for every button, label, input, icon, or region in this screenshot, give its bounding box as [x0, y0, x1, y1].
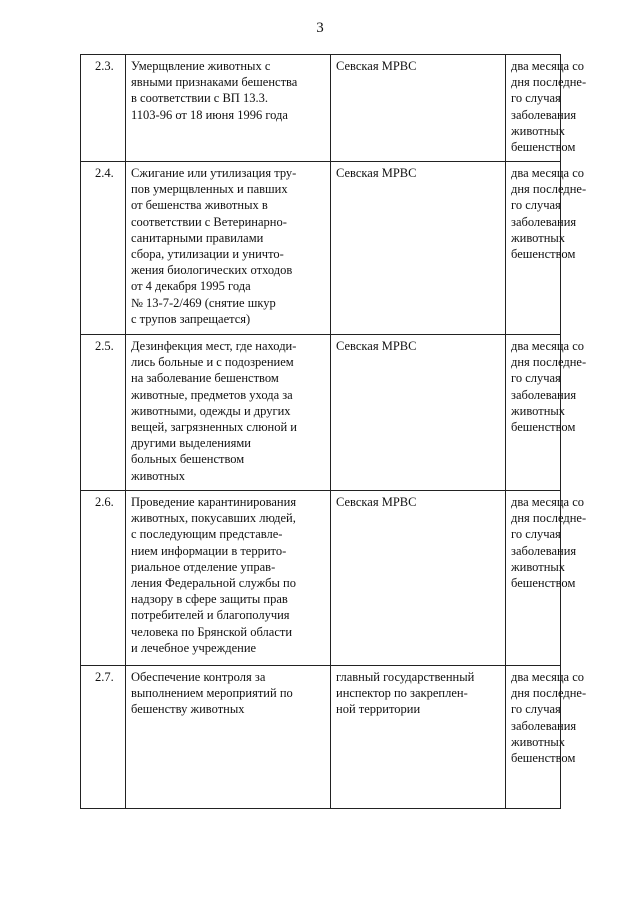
table-row [81, 335, 561, 491]
text-line: животными, одежды и других [131, 403, 291, 418]
text-line: сбора, утилизации и уничто- [131, 247, 284, 262]
measure-cell-text [131, 165, 326, 327]
text-line: соответствии с Ветеринарно- [131, 214, 287, 229]
text-line: от 4 декабря 1995 года [131, 279, 251, 294]
text-line: бешенством [511, 140, 576, 155]
text-line: дня последне- [511, 355, 587, 370]
table-body [81, 55, 587, 809]
text-line: животных [511, 123, 566, 138]
text-line: Проведение карантинирования [131, 495, 297, 509]
text-line: Севская МРВС [336, 495, 417, 509]
text-line: го случая [511, 702, 561, 717]
text-line: два месяца со [511, 670, 584, 684]
text-line: 1103-96 от 18 июня 1996 года [131, 107, 288, 122]
text-line: № 13-7-2/469 (снятие шкур [131, 295, 276, 310]
text-line: Умерщвление животных с [131, 59, 271, 73]
term-cell [506, 666, 587, 809]
executor-cell [331, 162, 506, 335]
text-line: надзору в сфере защиты прав [131, 592, 288, 607]
executor-cell-text [336, 494, 501, 510]
text-line: два месяца со [511, 166, 584, 180]
measure-cell [126, 335, 331, 491]
executor-cell [331, 491, 506, 666]
text-line: инспектор по закреплен- [336, 686, 468, 701]
row-number: 2.5. [81, 335, 126, 491]
text-line: Дезинфекция мест, где находи- [131, 339, 297, 353]
executor-cell-text [336, 338, 501, 354]
text-line: главный государственный [336, 670, 475, 684]
text-line: ления Федеральной службы по [131, 576, 296, 591]
executor-cell-text [336, 58, 501, 74]
measure-cell-text [131, 58, 326, 123]
text-line: два месяца со [511, 339, 584, 353]
text-line: заболевания [511, 214, 577, 229]
text-line: нием информации в террито- [131, 543, 287, 558]
text-line: Сжигание или утилизация тру- [131, 166, 297, 180]
term-cell-text [511, 669, 587, 766]
text-line: Севская МРВС [336, 166, 417, 180]
measure-cell [126, 162, 331, 335]
text-line: Обеспечение контроля за [131, 670, 266, 684]
measure-cell [126, 491, 331, 666]
text-line: человека по Брянской области [131, 624, 293, 639]
table-row [81, 162, 561, 335]
text-line: пов умерщвленных и павших [131, 182, 288, 197]
text-line: с трупов запрещается) [131, 311, 251, 326]
text-line: санитарными правилами [131, 230, 264, 245]
text-line: животных [511, 559, 566, 574]
text-line: бешенству животных [131, 702, 245, 717]
text-line: ной территории [336, 702, 421, 717]
measure-cell [126, 55, 331, 162]
term-cell [506, 55, 587, 162]
text-line: жения биологических отходов [131, 263, 293, 278]
text-line: в соответствии с ВП 13.3. [131, 91, 268, 106]
measure-cell-text [131, 669, 326, 718]
text-line: дня последне- [511, 182, 587, 197]
executor-cell [331, 55, 506, 162]
row-number: 2.6. [81, 491, 126, 666]
term-cell [506, 491, 587, 666]
executor-cell [331, 666, 506, 809]
text-line: бешенством [511, 420, 576, 435]
executor-cell [331, 335, 506, 491]
text-line: заболевания [511, 718, 577, 733]
text-line: на заболевание бешенством [131, 371, 279, 386]
text-line: другими выделениями [131, 436, 251, 451]
text-line: Севская МРВС [336, 339, 417, 353]
text-line: выполнением мероприятий по [131, 686, 293, 701]
text-line: животных [131, 468, 186, 483]
text-line: дня последне- [511, 75, 587, 90]
text-line: вещей, загрязненных слюной и [131, 420, 297, 435]
term-cell-text [511, 338, 587, 435]
text-line: бешенством [511, 247, 576, 262]
text-line: два месяца со [511, 495, 584, 509]
executor-cell-text [336, 669, 501, 718]
text-line: лись больные и с подозрением [131, 355, 294, 370]
text-line: го случая [511, 527, 561, 542]
measure-cell [126, 666, 331, 809]
page-number: 3 [316, 20, 324, 36]
text-line: с последующим представле- [131, 527, 283, 542]
text-line: дня последне- [511, 511, 587, 526]
term-cell-text [511, 165, 587, 262]
text-line: и лечебное учреждение [131, 640, 257, 655]
table-row [81, 491, 561, 666]
text-line: риальное отделение управ- [131, 559, 276, 574]
table-row [81, 666, 561, 809]
row-number: 2.3. [81, 55, 126, 162]
text-line: Севская МРВС [336, 59, 417, 73]
text-line: потребителей и благополучия [131, 608, 290, 623]
text-line: два месяца со [511, 59, 584, 73]
measure-cell-text [131, 494, 326, 656]
term-cell-text [511, 58, 587, 155]
text-line: заболевания [511, 107, 577, 122]
executor-cell-text [336, 165, 501, 181]
text-line: го случая [511, 198, 561, 213]
text-line: животных [511, 230, 566, 245]
table-row [81, 55, 561, 162]
text-line: животных [511, 734, 566, 749]
term-cell [506, 335, 587, 491]
text-line: животные, предметов ухода за [131, 387, 293, 402]
text-line: го случая [511, 91, 561, 106]
text-line: бешенством [511, 751, 576, 766]
text-line: явными признаками бешенства [131, 75, 298, 90]
term-cell [506, 162, 587, 335]
text-line: го случая [511, 371, 561, 386]
row-number: 2.4. [81, 162, 126, 335]
measure-cell-text [131, 338, 326, 484]
text-line: бешенством [511, 576, 576, 591]
measures-table [80, 54, 587, 809]
term-cell-text [511, 494, 587, 591]
text-line: заболевания [511, 543, 577, 558]
text-line: животных [511, 403, 566, 418]
text-line: заболевания [511, 387, 577, 402]
text-line: больных бешенством [131, 452, 245, 467]
text-line: от бешенства животных в [131, 198, 268, 213]
text-line: дня последне- [511, 686, 587, 701]
row-number: 2.7. [81, 666, 126, 809]
text-line: животных, покусавших людей, [131, 511, 296, 526]
